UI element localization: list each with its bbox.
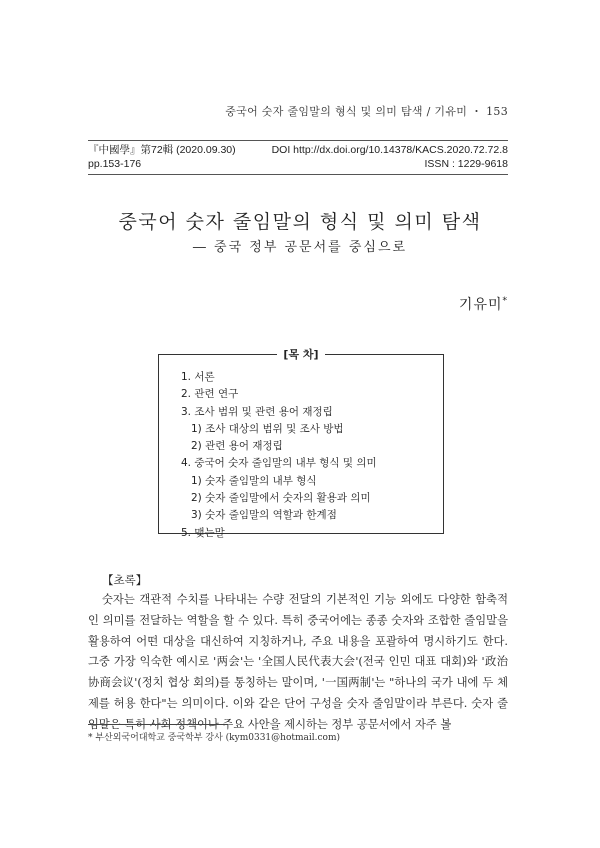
footnote-divider — [88, 724, 228, 725]
footnote: * 부산외국어대학교 중국학부 강사 (kym0331@hotmail.com) — [88, 733, 341, 743]
article-meta — [88, 140, 508, 175]
journal-info: 『中國學』第72輯 (2020.09.30) — [88, 144, 236, 156]
abstract-text: 숫자는 객관적 수치를 나타내는 수량 전달의 기본적인 기능 외에도 다양한 함축적인 의미를 전달하는 역할을 할 수 있다. 특히 중국어에는 종종 숫자와 조합한 줄임말을 활용하여 어떤 대상을 대신하여 지칭하거나, 주요 내용을 포괄하여 명시하기도 한다. 그중 가장 익숙한 예시로 '两会'는 '全国人民代表大会'(전국 인민 대표 대회)와 '政治协商会议'(정치 협상 회의)를 통칭하는 말이며, '一国两制'는 "하나의 국가 내에 두 체제를 허용 한다"는 의미이다. 이와 같은 단어 구성을 숫자 줄임말이라 부른다. 숫자 줄임말은 특히 사회 정책이나 주요 사안을 제시하는 정부 공문서에서 자주 볼 — [88, 593, 508, 731]
paper-title: 중국어 숫자 줄임말의 형식 및 의미 탐색 — [118, 211, 482, 233]
toc-item: 2) 숫자 줄임말에서 숫자의 활용과 의미 — [191, 492, 371, 505]
toc-item: 2. 관련 연구 — [181, 388, 239, 401]
issn: ISSN : 1229-9618 — [424, 158, 508, 170]
toc-item: 5. 맺는말 — [181, 526, 225, 539]
toc-title: [목 차] — [277, 348, 324, 361]
toc-item: 3. 조사 범위 및 관련 용어 재정립 — [181, 405, 333, 418]
toc-item: 3) 숫자 줄임말의 역할과 한계점 — [191, 509, 337, 522]
toc-item: 1) 조사 대상의 범위 및 조사 방법 — [191, 422, 344, 435]
toc-list — [181, 369, 377, 542]
page-range: pp.153-176 — [88, 158, 142, 170]
paper-subtitle: ― 중국 정부 공문서를 중심으로 — [192, 240, 408, 255]
abstract — [88, 590, 508, 736]
running-head: 중국어 숫자 줄임말의 형식 및 의미 탐색 / 기유미 ・ 153 — [225, 105, 508, 118]
author — [459, 294, 508, 314]
author-name: 기유미 — [458, 297, 503, 313]
author-footnote-mark[interactable]: * — [502, 296, 508, 307]
abstract-label: 【초록】 — [102, 573, 148, 587]
toc-item: 1. 서론 — [181, 371, 215, 383]
toc-item: 2) 관련 용어 재정립 — [191, 440, 283, 453]
doi-link[interactable]: DOI http://dx.doi.org/10.14378/KACS.2020.72.72.8 — [271, 144, 508, 156]
table-of-contents — [158, 348, 444, 539]
toc-item: 4. 중국어 숫자 줄임말의 내부 형식 및 의미 — [181, 457, 377, 470]
toc-item: 1) 숫자 줄임말의 내부 형식 — [191, 474, 317, 487]
